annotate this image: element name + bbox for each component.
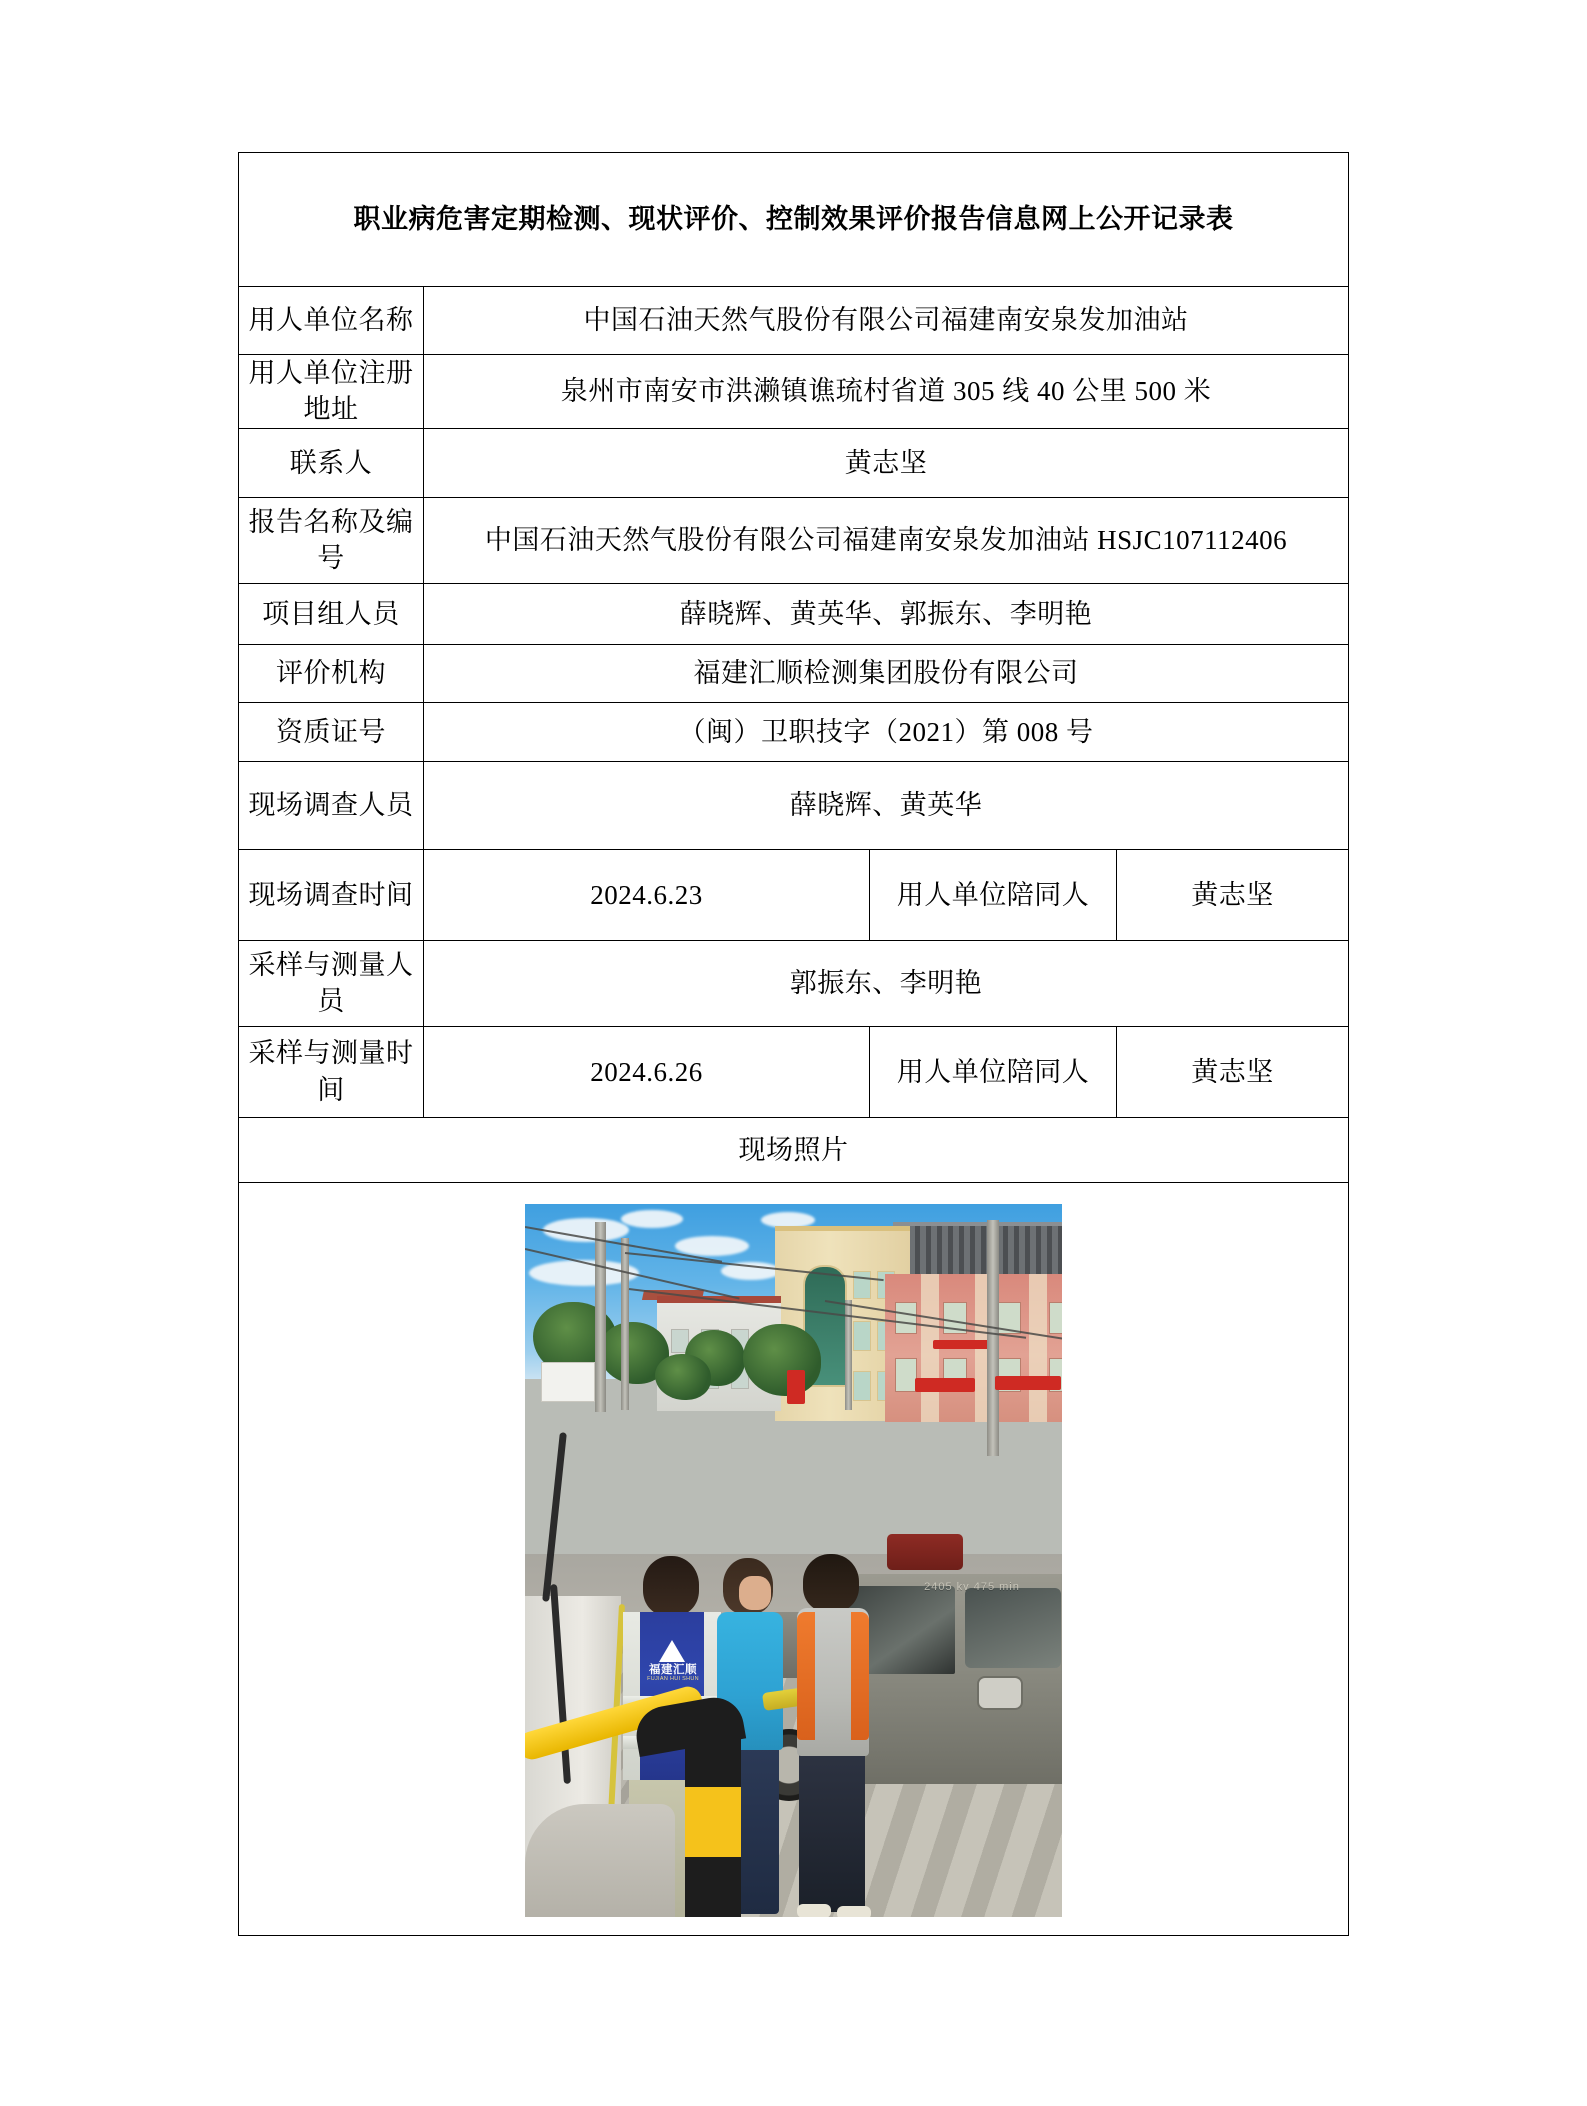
row-label-employer-escort-sampling: 用人单位陪同人 <box>870 1026 1117 1117</box>
cloud-icon <box>621 1210 683 1228</box>
vest-logo-subtext: FUJIAN HUI SHUN <box>647 1675 699 1682</box>
table-row <box>239 355 1349 429</box>
shoe <box>837 1906 871 1917</box>
table-row-photo-header <box>239 1117 1349 1182</box>
row-label-site-survey-staff: 现场调查人员 <box>239 761 424 849</box>
person-staff-face <box>739 1576 771 1610</box>
utility-pole <box>595 1222 606 1412</box>
roadside-sign <box>541 1362 595 1402</box>
row-value-sampling-time: 2024.6.26 <box>424 1026 870 1117</box>
vehicle-marking-text: 2405 kv 475 min <box>924 1580 1020 1593</box>
truck-side-mirror <box>977 1676 1023 1710</box>
person-attendant-sleeve <box>851 1612 869 1740</box>
table-row <box>239 497 1349 583</box>
vest-logo <box>647 1640 699 1684</box>
row-label-contact-person: 联系人 <box>239 428 424 497</box>
row-label-registered-address: 用人单位注册地址 <box>239 355 424 429</box>
tree <box>743 1324 821 1396</box>
table-row <box>239 644 1349 702</box>
person-attendant-head <box>803 1554 859 1612</box>
utility-pole <box>987 1220 999 1456</box>
row-value-report-name-number: 中国石油天然气股份有限公司福建南安泉发加油站 HSJC107112406 <box>424 497 1349 583</box>
row-label-report-name-number: 报告名称及编号 <box>239 497 424 583</box>
table-row-site-survey-time <box>239 849 1349 940</box>
triangle-logo-icon <box>659 1640 685 1662</box>
site-photo-wrapper <box>239 1183 1348 1935</box>
vest-logo-text: 福建汇顺 <box>649 1663 697 1676</box>
utility-pole <box>621 1238 629 1410</box>
person-attendant-legs <box>799 1752 865 1912</box>
person-attendant-sleeve <box>797 1612 815 1740</box>
table-row <box>239 583 1349 644</box>
table-row <box>239 428 1349 497</box>
site-photo-cell <box>239 1182 1349 1935</box>
table-row <box>239 940 1349 1026</box>
disclosure-record-table <box>238 152 1349 1936</box>
table-row <box>239 702 1349 761</box>
tree <box>655 1354 711 1400</box>
row-value-employer-escort-survey: 黄志坚 <box>1117 849 1349 940</box>
row-label-sampling-time: 采样与测量时间 <box>239 1026 424 1117</box>
row-label-employer-escort-survey: 用人单位陪同人 <box>870 849 1117 940</box>
shoe <box>797 1904 831 1917</box>
cloud-icon <box>675 1236 749 1256</box>
table-row-photo <box>239 1182 1349 1935</box>
row-label-project-team: 项目组人员 <box>239 583 424 644</box>
row-value-assessment-agency: 福建汇顺检测集团股份有限公司 <box>424 644 1349 702</box>
row-value-site-survey-staff: 薛晓辉、黄英华 <box>424 761 1349 849</box>
row-label-qualification-number: 资质证号 <box>239 702 424 761</box>
safety-bollard <box>685 1709 741 1917</box>
row-value-employer-name: 中国石油天然气股份有限公司福建南安泉发加油站 <box>424 287 1349 355</box>
row-value-contact-person: 黄志坚 <box>424 428 1349 497</box>
table-row <box>239 287 1349 355</box>
truck-window <box>965 1588 1061 1668</box>
curb-base <box>525 1804 675 1917</box>
table-row-sampling-time <box>239 1026 1349 1117</box>
row-value-qualification-number: （闽）卫职技字（2021）第 008 号 <box>424 702 1349 761</box>
table-row <box>239 761 1349 849</box>
row-value-employer-escort-sampling: 黄志坚 <box>1117 1026 1349 1117</box>
row-value-sampling-staff: 郭振东、李明艳 <box>424 940 1349 1026</box>
red-truck-background <box>887 1534 963 1570</box>
roadside-banner <box>915 1378 975 1392</box>
site-photo-section-header: 现场照片 <box>239 1117 1349 1182</box>
row-value-project-team: 薛晓辉、黄英华、郭振东、李明艳 <box>424 583 1349 644</box>
row-label-sampling-staff: 采样与测量人员 <box>239 940 424 1026</box>
person-inspector-head <box>643 1556 699 1616</box>
roadside-banner <box>787 1370 805 1404</box>
row-value-registered-address: 泉州市南安市洪濑镇谯琉村省道 305 线 40 公里 500 米 <box>424 355 1349 429</box>
row-value-site-survey-time: 2024.6.23 <box>424 849 870 940</box>
row-label-site-survey-time: 现场调查时间 <box>239 849 424 940</box>
row-label-assessment-agency: 评价机构 <box>239 644 424 702</box>
pink-building <box>885 1274 1062 1422</box>
page-title: 职业病危害定期检测、现状评价、控制效果评价报告信息网上公开记录表 <box>239 153 1349 287</box>
table-row-title <box>239 153 1349 287</box>
row-label-employer-name: 用人单位名称 <box>239 287 424 355</box>
roadside-banner <box>995 1376 1061 1390</box>
site-photo-gas-station <box>525 1204 1062 1917</box>
